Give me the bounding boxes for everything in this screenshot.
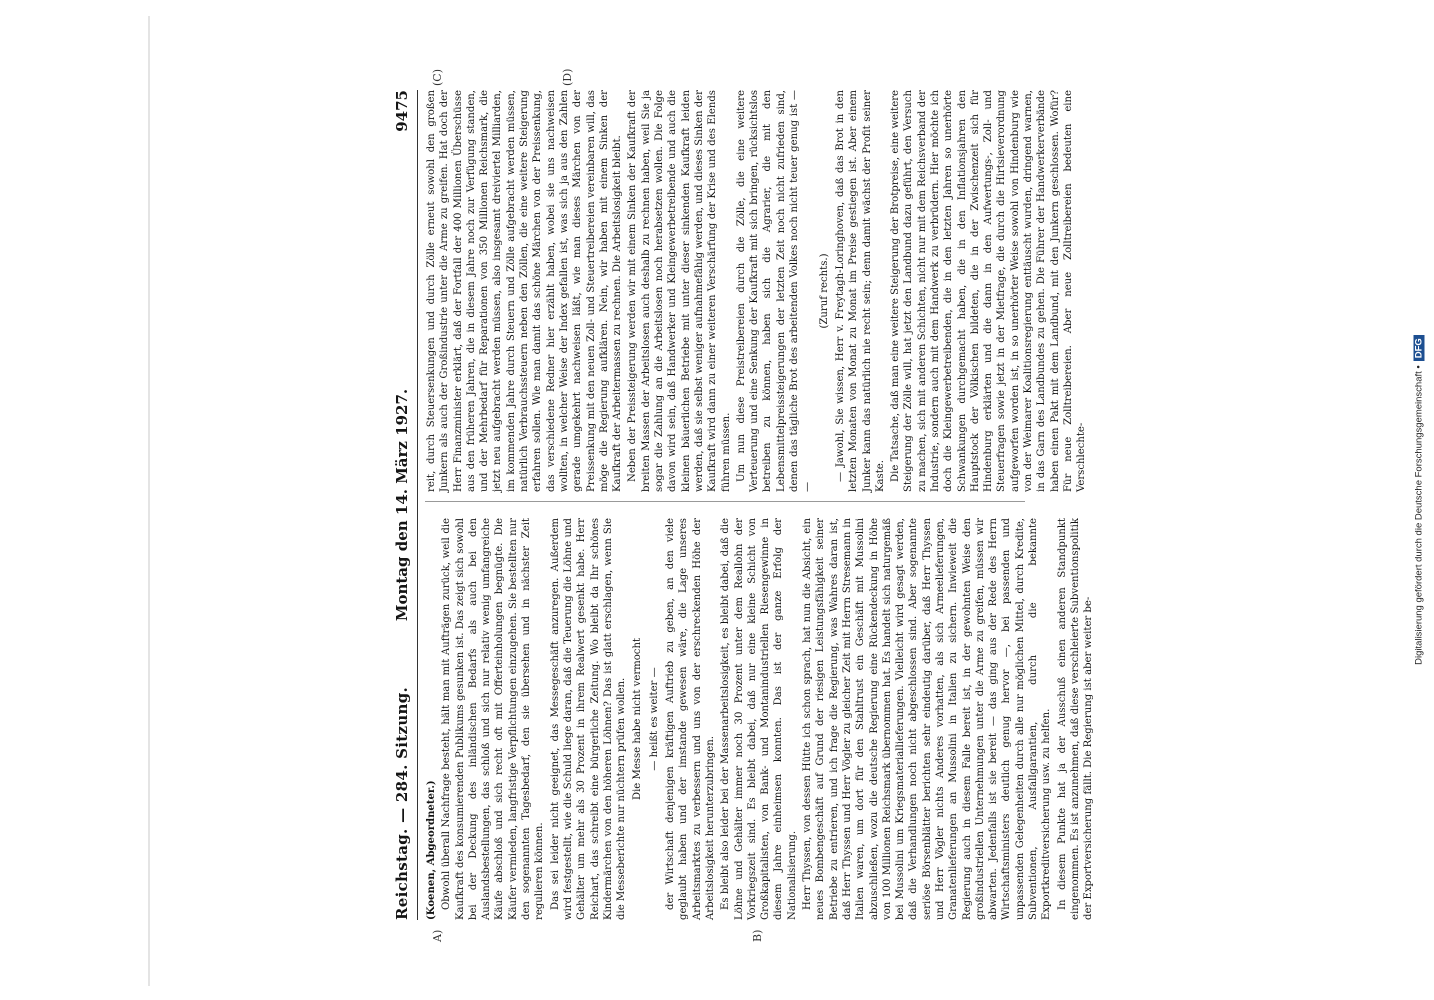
paragraph: Obwohl überall Nachfrage besteht, hält man mit Aufträgen zurück, weil die Kaufkraft des konsumierenden Publikums gesunken ist. Das zeigt sich sowohl bei der Deckung des inländischen Bedarfs als auch bei den Auslandsbestellungen, das schloß und sich nur relativ wenig umfangreiche Käufe abschloß und sich recht oft mit Offerteinholungen begnügte. Die Käufer vermieden, langfristige Verpflichtungen einzugehen. Sie bestellten nur den sogenannten Tagesbedarf, den sie übersehen und in nächster Zeit regulieren können. xyxy=(441,518,546,920)
paragraph: Neben der Preissteigerung werden wir mit einem Sinken der Kaufkraft der breiten Massen der Arbeitslosen auch deshalb zu rechnen haben, weil Sie ja sogar die Zahlung an die Arbeitslosen noch herabsetzen wollen. Die Folge davon wird sein, daß Handwerker und Kleingewerbetreibende und auch die kleinen bäuerlichen Betriebe mit unter dieser sinkenden Kaufkraft leiden werden, daß sie selbst weniger aufnahmefähig werden, und dieses Sinken der Kaufkraft wird dann zu einer weiteren Verschärfung der Krise und des Elends führen müssen. xyxy=(627,90,732,492)
paragraph: Das sei leider nicht geeignet, das Messegeschäft anzuregen. Außerdem wird festgestellt, wie die Schuld liege daran, daß die Teuerung die Löhne und Gehälter um mehr als 30 Prozent in ihrem Realwert gesenkt habe. Herr Reichart, das schreibt eine bürgerliche Zeitung. Wo bleibt da Ihr schönes Kindermärchen von den höheren Löhnen? Das ist glatt erschlagen, wenn Sie die Messeberichte nur nüchtern prüfen wollen. xyxy=(549,518,628,920)
quote-line: — heißt es weiter — xyxy=(648,667,660,771)
header-session: Reichstag. — 284. Sitzung. xyxy=(393,686,411,920)
paragraph: reit, durch Steuersenkungen und durch Zölle erneut sowohl den großen Junkern als auch der Großindustrie unter die Arme zu greifen. Hat doch der Herr Finanzminister erklärt, daß der Fortfall der 400 Millionen Überschüsse aus den früheren Jahren, die in diesem Jahre noch zur Verfügung standen, und der Mehrbedarf für Reparationen von 350 Millionen Reichsmark, die jetzt neu aufgebracht werden müssen, also insgesamt dreiviertel Milliarden, im kommenden Jahre durch Steuern und Zölle aufgebracht werden müssen, natürlich Verbrauchssteuern neben den Zöllen, die eine weitere Steigerung erfahren sollen. Wie man damit das schöne Märchen von der Preissenkung, das verschiedene Redner hier erzählt haben, wobei sie uns nachweisen wollten, in welcher Weise der Index gefallen ist, was sich ja aus den Zahlen gerade umgekehrt nachweisen läßt, wie man dieses Märchen von der Preissenkung mit den neuen Zoll- und Steuertreibereien vereinbaren will, das möge die Regierung aufklären. Nein, wir haben mit einem Sinken der Kaufkraft der Arbeitermassen zu rechnen. Die Arbeitslosigkeit bleibt. xyxy=(426,90,624,492)
margin-marker-a: A) xyxy=(431,929,444,942)
page-header xyxy=(391,90,418,920)
paragraph: Um nun diese Preistreibereien durch die Zölle, die eine weitere Verteuerung und eine Senkung der Kaufkraft mit sich bringen, rücksichtslos betreiben zu können, haben sich die Agrarier, die mit den Lebensmittelpreissteigerungen der letzten Zeit noch nicht zufrieden sind, denen das tägliche Brot des arbeitenden Volkes noch nicht teuer genug ist — — xyxy=(735,90,814,492)
document-page xyxy=(391,68,1095,942)
interjection: (Zuruf rechts.) xyxy=(818,253,830,329)
scan-edge xyxy=(148,16,150,986)
dfg-logo: DFG xyxy=(1414,335,1425,361)
paragraph: — Jawohl, Sie wissen, Herr v. Freytagh-Loringhoven, daß das Brot in den letzten Monaten von Monat zu Monat im Preise gestiegen ist. Aber einem Junker kann das natürlich nie recht sein; denn damit wächst der Profit seiner Kaste. xyxy=(834,90,886,492)
paragraph: In diesem Punkte hat ja der Ausschuß einen anderen Standpunkt eingenommen. Es ist anzunehmen, daß diese verschleierte Subventionspolitik der Exportversicherung fällt. Die Regierung ist aber weiter be- xyxy=(1056,518,1095,920)
column-divider xyxy=(425,501,1025,502)
quote-line: Die Messe habe nicht vermocht xyxy=(632,637,644,801)
header-page-number: 9475 xyxy=(393,90,411,132)
paragraph: der Wirtschaft denjenigen kräftigen Auftrieb zu geben, an den viele geglaubt haben und der imstande gewesen wäre, die Lage unseres Arbeitsmarktes zu verbessern und uns von der erschreckenden Höhe der Arbeitslosigkeit herunterzubringen. xyxy=(665,518,716,920)
left-column xyxy=(425,518,1095,920)
digitization-text: Digitalisierung gefördert durch die Deutsche Forschungsgemeinschaft • xyxy=(1413,365,1425,665)
right-column xyxy=(425,90,1088,492)
paragraph: Es bleibt also leider bei der Massenarbeitslosigkeit, es bleibt dabei, daß die Löhne und Gehälter immer noch 30 Prozent unter dem Reallohn der Vorkriegszeit sind. Es bleibt dabei, daß nur eine kleine Schicht von Großkapitalisten, von Bank- und Montanindustriellen Riesengewinne in diesem Jahre einheimsen konnten. Das ist der ganze Erfolg der Nationalisierung. xyxy=(720,518,798,920)
margin-marker-d: (D) xyxy=(561,68,574,86)
paragraph: Herr Thyssen, von dessen Hütte ich schon sprach, hat nun die Absicht, ein neues Bombengeschäft auf Grund der riesigen Leistungsfähigkeit seiner Betriebe zu entrieren, und ich frage die Regierung, was Wahres daran ist, daß Herr Thyssen und Herr Vögler zu gleicher Zeit mit Herrn Stresemann in Italien waren, um dort für den Stahltrust ein Geschäft mit Mussolini abzuschließen, wozu die deutsche Regierung eine Rückendeckung in Höhe von 100 Millionen Reichsmark übernommen hat. Es handelt sich naturgemäß bei Mussolini um Kriegsmateriallieferungen. Vielleicht wird gesagt werden, daß die Verhandlungen noch nicht abgeschlossen sind. Aber sogenannte seriöse Börsenblätter berichten sehr eindeutig darüber, daß Herr Thyssen und Herr Vögler nichts Anderes vorhatten, als sich Armeelieferungen, Granatenlieferungen an Mussolini in Italien zu sichern. Inwieweit die Regierung auch in diesem Falle bereit ist, in der gewohnten Weise den großindustriellen Unternehmungen unter die Arme zu greifen, müssen wir abwarten. Jedenfalls ist sie bereit — das ging aus der Rede des Herrn Wirtschaftsministers deutlich genug hervor —, bei passenden und unpassenden Gelegenheiten durch alle nur möglichen Mittel, durch Kredite, Subventionen, Ausfallgarantien, durch die bekannte Exportkreditversicherung usw. zu helfen. xyxy=(802,518,1053,920)
header-date: Montag den 14. März 1927. xyxy=(393,388,411,622)
paragraph: Die Tatsache, daß man eine weitere Steigerung der Brotpreise, eine weitere Steigerung der Zölle will, hat jetzt den Landbund dazu geführt, den Versuch zu machen, sich mit anderen Schichten, nicht nur mit dem Reichsverband der Industrie, sondern auch mit dem Handwerk zu verbrüdern. Hier möchte ich doch die Kleingewerbetreibenden, die in den letzten Jahren so unerhörte Schwankungen durchgemacht haben, die in den Inflationsjahren den Hauptstock der Völkischen bildeten, die in der Zwischenzeit sich für Hindenburg erklärten und die dann in den Aufwertungs-, Zoll- und Steuerfragen sowie jetzt in der Mietfrage, die durch die Hirtsieverordnung aufgeworfen worden ist, in so unerhörter Weise sowohl von Hindenburg wie von der Weimarer Koalitionsregierung enttäuscht wurden, dringend warnen, in das Garn des Landbundes zu gehen. Die Führer der Handwerkerverbände haben einen Pakt mit dem Landbund, mit den Junkern geschlossen. Wofür? Für neue Zolltreibereien. Aber neue Zolltreibereien bedeuten eine Verschlechte- xyxy=(890,90,1088,492)
digitization-note xyxy=(1406,8,1432,992)
speaker-label: (Koenen, Abgeordneter.) xyxy=(426,780,437,920)
margin-marker-c: (C) xyxy=(431,69,444,86)
margin-marker-b: B) xyxy=(751,929,764,942)
